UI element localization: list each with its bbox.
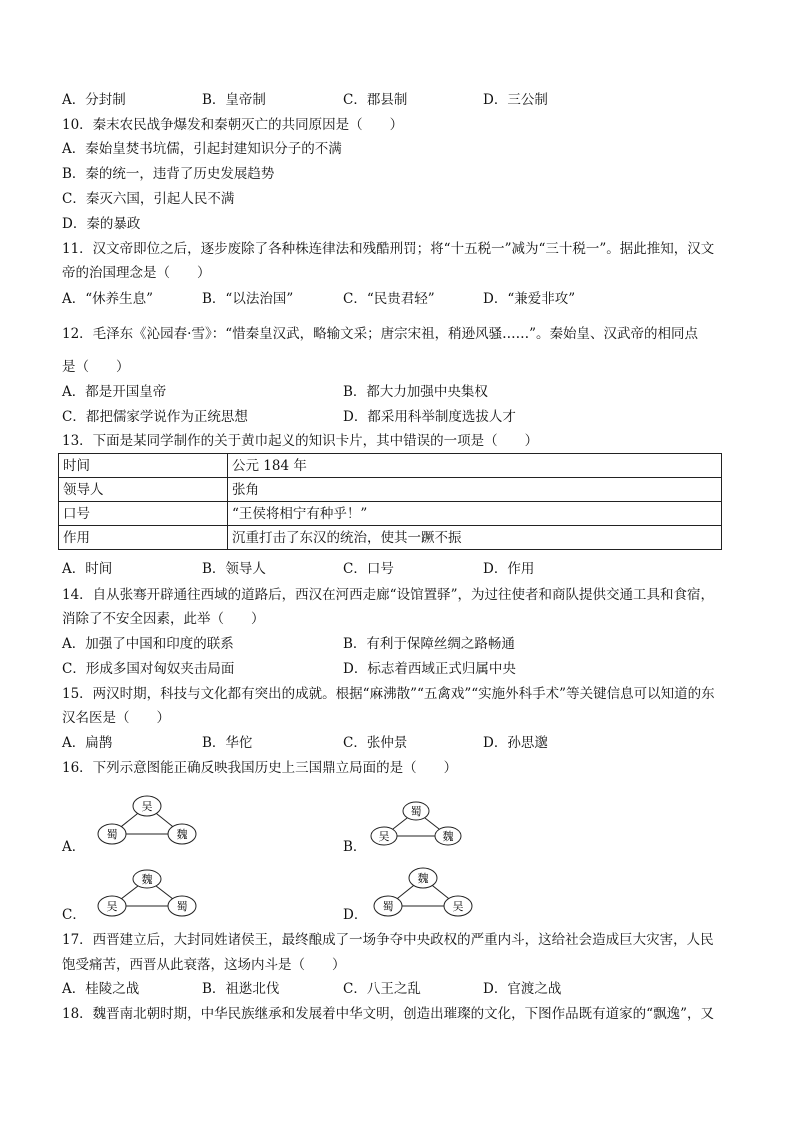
table-key-time: 时间 <box>59 454 228 478</box>
q17-option-a: A．桂陵之战 <box>62 981 140 997</box>
q11-stem-line1: 11．汉文帝即位之后，逐步废除了各种株连律法和残酷刑罚；将“十五税一”减为“三十税一”。据此推知，汉文 <box>62 241 715 257</box>
q10-option-b: B．秦的统一，违背了历史发展趋势 <box>62 166 275 182</box>
q15-option-d: D．孙思邈 <box>483 735 548 751</box>
q9-option-a: A．分封制 <box>62 92 126 108</box>
q17-stem-line1: 17．西晋建立后，大封同姓诸侯王，最终酿成了一场争夺中央政权的严重内斗，这给社会造成巨大灾害，人民 <box>62 932 714 948</box>
q15-option-a: A．扁鹊 <box>62 735 113 751</box>
q10-option-c: C．秦灭六国，引起人民不满 <box>62 191 235 207</box>
diagram-c-left-node: 吴 <box>106 900 118 913</box>
q16-option-a-label: A． <box>62 839 86 855</box>
q9-option-d: D．三公制 <box>483 92 548 108</box>
table-key-leader: 领导人 <box>59 478 228 502</box>
q11-stem-line2: 帝的治国理念是（ ） <box>62 265 211 281</box>
table-row <box>59 502 722 526</box>
diagram-b-top-node: 蜀 <box>410 805 422 818</box>
q17-option-d: D．官渡之战 <box>483 981 562 997</box>
q13-option-a: A．时间 <box>62 561 113 577</box>
diagram-b-right-node: 魏 <box>442 830 454 843</box>
q9-option-c: C．郡县制 <box>343 92 408 108</box>
q11-option-c: C．“民贵君轻” <box>343 291 435 307</box>
q11-option-b: B．“以法治国” <box>202 291 294 307</box>
q18-stem-line1: 18．魏晋南北朝时期，中华民族继承和发展着中华文明，创造出璀璨的文化，下图作品既有道家的“飘逸”，又 <box>62 1006 714 1022</box>
q14-stem-line1: 14．自从张骞开辟通往西域的道路后，西汉在河西走廊“设馆置驿”，为过往使者和商队提供交通工具和食宿， <box>62 587 714 603</box>
table-value-effect: 沉重打击了东汉的统治，使其一蹶不振 <box>228 526 722 550</box>
q12-option-c: C．都把儒家学说作为正统思想 <box>62 409 248 425</box>
q12-option-b: B．都大力加强中央集权 <box>343 384 488 400</box>
table-value-slogan: “王侯将相宁有种乎！” <box>228 502 722 526</box>
q9-option-b: B．皇帝制 <box>202 92 266 108</box>
diagram-a-right-node: 魏 <box>176 828 188 841</box>
q16-option-c-label: C． <box>62 907 86 923</box>
q17-option-b: B．祖逖北伐 <box>202 981 280 997</box>
table-row <box>59 478 722 502</box>
q14-option-c: C．形成多国对匈奴夹击局面 <box>62 661 235 677</box>
q10-option-a: A．秦始皇焚书坑儒，引起封建知识分子的不满 <box>62 141 342 157</box>
q14-option-d: D．标志着西域正式归属中央 <box>343 661 516 677</box>
table-row <box>59 526 722 550</box>
q15-option-c: C．张仲景 <box>343 735 408 751</box>
q16-option-d-label: D． <box>343 907 368 923</box>
q15-option-b: B．华佗 <box>202 735 253 751</box>
diagram-c-top-node: 魏 <box>141 873 153 886</box>
table-value-leader: 张角 <box>228 478 722 502</box>
diagram-a-left-node: 蜀 <box>106 828 118 841</box>
q12-stem-line1: 12．毛泽东《沁园春·雪》：“惜秦皇汉武，略输文采；唐宗宋祖，稍逊风骚……”。秦始皇、汉武帝的相同点 <box>62 326 699 342</box>
q14-option-a: A．加强了中国和印度的联系 <box>62 636 234 652</box>
q13-stem: 13．下面是某同学制作的关于黄巾起义的知识卡片，其中错误的一项是（ ） <box>62 433 539 449</box>
diagram-d-right-node: 吴 <box>452 900 464 913</box>
table-key-slogan: 口号 <box>59 502 228 526</box>
diagram-a-top-node: 吴 <box>141 800 153 813</box>
knowledge-card-table <box>58 453 722 550</box>
q15-stem-line1: 15．两汉时期，科技与文化都有突出的成就。根据“麻沸散”“五禽戏”“实施外科手术”等关键信息可以知道的东 <box>62 686 715 702</box>
diagram-d-top-node: 魏 <box>417 872 429 885</box>
q10-option-d: D．秦的暴政 <box>62 216 141 232</box>
q16-diagram-a <box>92 794 202 854</box>
q14-stem-line2: 消除了不安全因素，此举（ ） <box>62 611 265 627</box>
q13-option-c: C．口号 <box>343 561 394 577</box>
diagram-b-left-node: 吴 <box>378 830 390 843</box>
q11-option-d: D．“兼爱非攻” <box>483 291 576 307</box>
q13-option-d: D．作用 <box>483 561 535 577</box>
q16-diagram-d <box>368 866 478 924</box>
q11-option-a: A．“休养生息” <box>62 291 154 307</box>
q15-stem-line2: 汉名医是（ ） <box>62 710 170 726</box>
q10-stem: 10．秦末农民战争爆发和秦朝灭亡的共同原因是（ ） <box>62 117 404 133</box>
table-row <box>59 454 722 478</box>
q13-option-b: B．领导人 <box>202 561 266 577</box>
q17-stem-line2: 饱受痛苦，西晋从此衰落，这场内斗是（ ） <box>62 957 346 973</box>
q12-stem-line2: 是（ ） <box>62 359 130 375</box>
diagram-d-left-node: 蜀 <box>382 900 394 913</box>
q14-option-b: B．有利于保障丝绸之路畅通 <box>343 636 515 652</box>
q17-option-c: C．八王之乱 <box>343 981 421 997</box>
q12-option-a: A．都是开国皇帝 <box>62 384 167 400</box>
q16-option-b-label: B． <box>343 839 367 855</box>
diagram-c-right-node: 蜀 <box>176 900 188 913</box>
table-value-time: 公元 184 年 <box>228 454 722 478</box>
table-key-effect: 作用 <box>59 526 228 550</box>
q12-option-d: D．都采用科举制度选拔人才 <box>343 409 516 425</box>
q16-stem: 16．下列示意图能正确反映我国历史上三国鼎立局面的是（ ） <box>62 760 458 776</box>
q16-diagram-c <box>92 868 202 924</box>
q16-diagram-b <box>368 800 464 854</box>
